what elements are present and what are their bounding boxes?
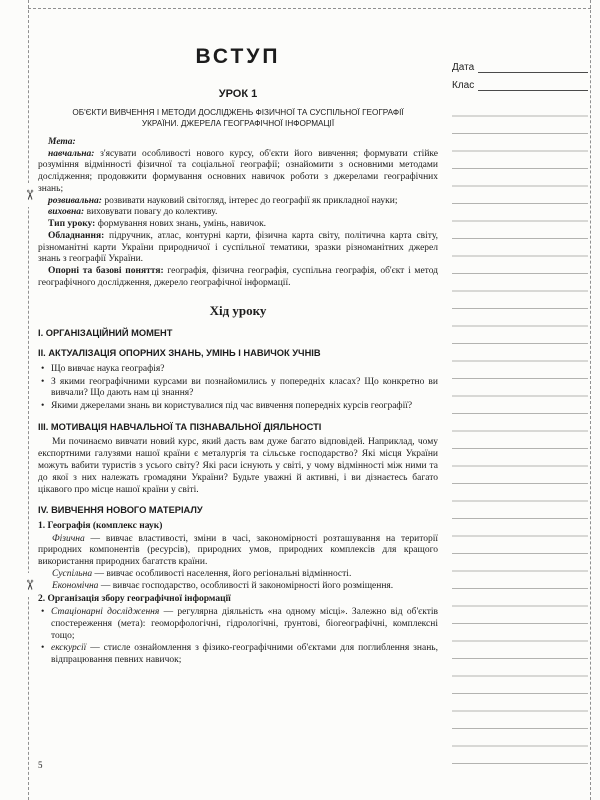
equipment-text: підручник, атлас, контурні карти, фізична карта світу, політична карта світу, різноманітні карти України природничої і суспільної тематики, зразки різноманітних джерел знань з географії України. <box>38 230 438 265</box>
section-2-heading: II. АКТУАЛІЗАЦІЯ ОПОРНИХ ЗНАНЬ, УМІНЬ І НАВИЧОК УЧНІВ <box>38 348 321 359</box>
date-label: Дата <box>452 62 475 73</box>
research-bullet <box>38 643 438 667</box>
term-text: — стисле ознайомлення з фізико-географічними об'єктами для поглиблення знань, відпрацювання певних навичок; <box>51 643 439 666</box>
lesson-type-label: Тип уроку: <box>48 219 96 230</box>
lesson-flow-heading: Хід уроку <box>209 302 267 318</box>
lesson-topic: ОБ'ЄКТИ ВИВЧЕННЯ І МЕТОДИ ДОСЛІДЖЕНЬ ФІЗИЧНОЇ ТА СУСПІЛЬНОЇ ГЕОГРАФІЇ УКРАЇНИ. ДЖЕРЕЛА ГЕОГРАФІЧНОЇ ІНФОРМАЦІЇ <box>72 107 404 128</box>
item-title-text: Організація збору географічної інформації <box>47 594 231 605</box>
meta-item-text: розвивати науковий світогляд, інтерес до географії як прикладної науки; <box>104 195 398 206</box>
term-text: — регулярна діяльність «на одному місці». Залежно від об'єктів спостереження (мета): геоморфологічні, гідрологічні, ґрунтові, біогеографічні, комплексні тощо; <box>51 607 438 641</box>
notes-ruled-lines <box>452 99 588 764</box>
research-bullet <box>38 607 438 642</box>
meta-item-text: виховувати повагу до колективу. <box>86 207 218 218</box>
base-concepts-label: Опорні та базові поняття: <box>48 266 164 277</box>
notes-header <box>452 58 588 94</box>
material-item-title <box>38 594 438 606</box>
base-concepts-text: географія, фізична географія, суспільна географія, об'єкт і метод географічного дослідження, джерело географічної інформації. <box>38 266 439 288</box>
item-number: 2. <box>38 594 46 605</box>
meta-item-label: виховна: <box>48 207 85 218</box>
meta-item-text: з'ясувати особливості нового курсу, об'єкти його вивчення; формувати стійке розуміння відмінності фізичної та соціальної географії; ознайомити з основними методами дослідження; продовжити формування основних навичок роботи з джерелами географічних знань; <box>38 148 438 194</box>
cut-line-top <box>28 8 591 9</box>
item-title-text: Географія (комплекс наук) <box>47 520 163 531</box>
base-concepts <box>38 266 438 290</box>
date-line <box>478 60 588 73</box>
scissors-icon: ✂ <box>21 183 35 207</box>
term-text: — вивчає особливості населення, його регіональні відмінності. <box>94 568 352 579</box>
section-1-heading: I. ОРГАНІЗАЦІЙНИЙ МОМЕНТ <box>38 327 173 338</box>
section-3-heading: III. МОТИВАЦІЯ НАВЧАЛЬНОЇ ТА ПІЗНАВАЛЬНОЇ ДІЯЛЬНОСТІ <box>38 421 322 432</box>
meta-item <box>38 149 438 196</box>
term-name: Суспільна <box>52 568 93 579</box>
section-4-heading: IV. ВИВЧЕННЯ НОВОГО МАТЕРІАЛУ <box>38 505 203 516</box>
question-item: • Якими джерелами знань ви користувалися під час вивчення попередніх курсів географії? <box>38 401 438 413</box>
date-field <box>452 58 588 73</box>
scissors-icon: ✂ <box>21 573 35 597</box>
page-title: ВСТУП <box>195 45 281 68</box>
question-item: • Що вивчає наука географія? <box>38 364 438 376</box>
class-label: Клас <box>452 80 475 91</box>
term-definition <box>38 534 438 569</box>
term-name: Стаціонарні дослідження <box>51 607 160 618</box>
equipment-label: Обладнання: <box>48 230 105 241</box>
term-definition <box>38 569 438 581</box>
term-text: — вивчає властивості, зміни в часі, закономірності розташування на території природних компонентів (ресурсів), природних умов, природних комплексів для кращого використання природних багатств країни. <box>38 533 438 568</box>
term-definition <box>38 581 438 593</box>
term-name: Економічна <box>52 580 99 591</box>
lesson-number-heading: УРОК 1 <box>218 88 258 101</box>
meta-label: Мета: <box>48 136 76 147</box>
meta-item <box>38 207 438 219</box>
term-text: — вивчає господарство, особливості й закономірності його розміщення. <box>100 580 394 591</box>
class-field <box>452 76 588 91</box>
cut-line-left <box>28 0 29 800</box>
meta-item <box>38 196 438 208</box>
term-name: екскурсії <box>51 643 87 654</box>
item-number: 1. <box>38 520 46 531</box>
equipment <box>38 231 438 266</box>
class-line <box>478 78 588 91</box>
lesson-plan-body <box>38 44 438 668</box>
meta-item-label: розвивальна: <box>48 195 102 206</box>
material-item-title <box>38 521 438 533</box>
motivation-paragraph: Ми починаємо вивчати новий курс, який дасть вам дуже багато відповідей. Наприклад, чому експортними галузями нашої країни є металургія та сільське господарство? Які місця України можуть вабити туристів з усього світу? Які раси існують у світі, у чому відмінності між ними та до якої з них належать громадяни України? Будьте уважні й активні, і ви дізнаєтесь багато цікавого про місце нашої країни у світі. <box>38 437 438 495</box>
page-number: 5 <box>38 760 43 770</box>
lesson-type <box>38 219 438 231</box>
meta-heading <box>38 137 438 149</box>
lesson-type-text: формування нових знань, умінь, навичок. <box>97 219 267 230</box>
cut-line-right <box>590 0 591 800</box>
term-name: Фізична <box>52 533 85 544</box>
question-item: • З якими географічними курсами ви познайомились у попередніх класах? Що конкретно ви вивчали? Що дають нам ці знання? <box>38 377 438 401</box>
meta-item-label: навчальна: <box>48 148 95 159</box>
